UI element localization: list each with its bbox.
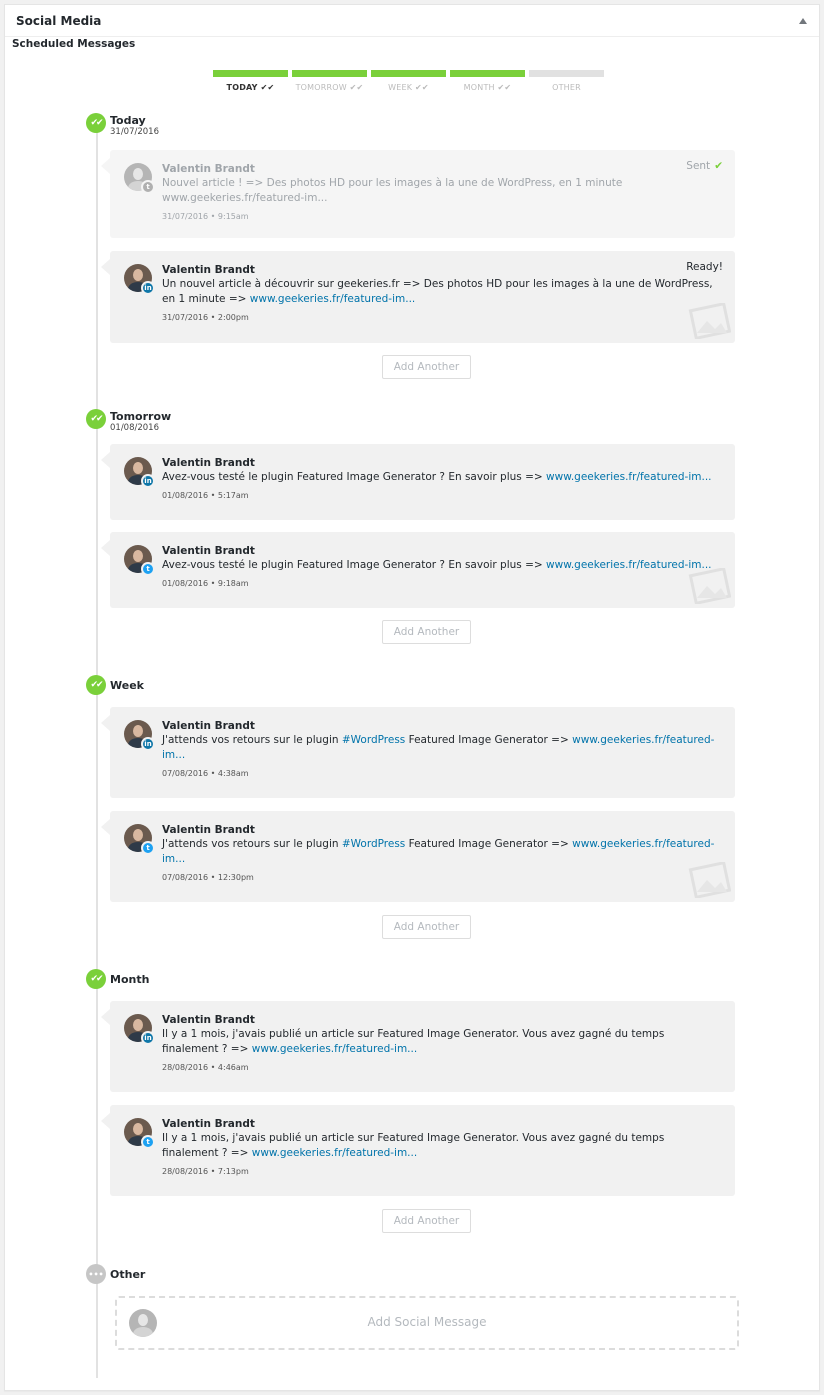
twitter-icon: t bbox=[141, 562, 155, 576]
group-other bbox=[86, 1264, 145, 1284]
message-author: Valentin Brandt bbox=[162, 1014, 255, 1026]
double-check-icon: ✔✔ bbox=[86, 969, 106, 989]
double-check-icon: ✔✔ bbox=[86, 675, 106, 695]
double-check-icon: ✔✔ bbox=[349, 83, 364, 92]
message-card[interactable] bbox=[110, 532, 735, 608]
progress-steps bbox=[213, 70, 604, 92]
message-text: J'attends vos retours sur le plugin #WordPress Featured Image Generator => www.geekeries.fr/featured-im... bbox=[162, 838, 715, 865]
image-placeholder-icon[interactable] bbox=[685, 862, 731, 898]
group-week bbox=[86, 675, 144, 695]
message-text: Il y a 1 mois, j'avais publié un article sur Featured Image Generator. Vous avez gagné du temps finalement ? => www.geekeries.fr/featured-im... bbox=[162, 1028, 665, 1055]
linkedin-icon: in bbox=[141, 1031, 155, 1045]
group-title: Today bbox=[110, 114, 146, 127]
message-text: J'attends vos retours sur le plugin #WordPress Featured Image Generator => www.geekeries.fr/featured-im... bbox=[162, 734, 715, 761]
group-title: Month bbox=[110, 973, 150, 986]
add-another-button[interactable]: Add Another bbox=[382, 355, 471, 379]
message-author: Valentin Brandt bbox=[162, 824, 255, 836]
hashtag-link[interactable]: #WordPress bbox=[341, 734, 406, 746]
group-month bbox=[86, 969, 149, 989]
step-month[interactable] bbox=[450, 70, 525, 92]
status-badge: Ready! bbox=[686, 261, 723, 273]
message-text: Nouvel article ! => Des photos HD pour les images à la une de WordPress, en 1 minute www.geekeries.fr/featured-im... bbox=[162, 177, 623, 204]
message-text: Avez-vous testé le plugin Featured Image Generator ? En savoir plus => www.geekeries.fr/featured-im... bbox=[162, 559, 712, 571]
step-bar bbox=[529, 70, 604, 77]
message-card[interactable] bbox=[110, 811, 735, 902]
step-bar bbox=[292, 70, 367, 77]
hashtag-link[interactable]: #WordPress bbox=[341, 838, 406, 850]
message-text: Un nouvel article à découvrir sur geekeries.fr => Des photos HD pour les images à la une de WordPress, en 1 minute => www.geekeries.fr/featured-im... bbox=[162, 278, 713, 305]
message-link[interactable]: www.geekeries.fr/featured-im... bbox=[249, 293, 416, 305]
status-badge: Sent ✔ bbox=[686, 160, 723, 172]
message-text: Avez-vous testé le plugin Featured Image Generator ? En savoir plus => www.geekeries.fr/featured-im... bbox=[162, 471, 712, 483]
message-card[interactable] bbox=[110, 707, 735, 798]
add-another-button[interactable]: Add Another bbox=[382, 620, 471, 644]
double-check-icon: ✔✔ bbox=[86, 113, 106, 133]
step-tomorrow[interactable] bbox=[292, 70, 367, 92]
message-text: Il y a 1 mois, j'avais publié un article sur Featured Image Generator. Vous avez gagné du temps finalement ? => www.geekeries.fr/featured-im... bbox=[162, 1132, 665, 1159]
message-time: 28/08/2016 • 4:46am bbox=[162, 1063, 249, 1072]
message-author: Valentin Brandt bbox=[162, 1118, 255, 1130]
add-social-message-label: Add Social Message bbox=[367, 1315, 487, 1329]
message-link[interactable]: www.geekeries.fr/featured-im... bbox=[162, 838, 715, 865]
linkedin-icon: in bbox=[141, 281, 155, 295]
step-bar bbox=[450, 70, 525, 77]
message-link[interactable]: www.geekeries.fr/featured-im... bbox=[251, 1147, 418, 1159]
timeline-line bbox=[96, 128, 98, 1378]
image-placeholder-icon[interactable] bbox=[685, 303, 731, 339]
step-week[interactable] bbox=[371, 70, 446, 92]
message-author: Valentin Brandt bbox=[162, 545, 255, 557]
step-label: TODAY bbox=[226, 83, 258, 92]
collapse-arrow-icon[interactable] bbox=[799, 18, 807, 24]
panel-header[interactable] bbox=[5, 5, 819, 37]
twitter-icon: t bbox=[141, 1135, 155, 1149]
add-social-message-button[interactable] bbox=[115, 1296, 739, 1350]
step-label: TOMORROW bbox=[295, 83, 347, 92]
twitter-icon: t bbox=[141, 180, 155, 194]
double-check-icon: ✔✔ bbox=[415, 83, 429, 92]
linkedin-icon: in bbox=[141, 737, 155, 751]
message-card[interactable] bbox=[110, 1105, 735, 1196]
message-card[interactable] bbox=[110, 251, 735, 343]
section-title: Scheduled Messages bbox=[12, 38, 136, 50]
group-title: Other bbox=[110, 1268, 146, 1281]
group-date: 31/07/2016 bbox=[110, 127, 159, 137]
step-label: WEEK bbox=[388, 83, 413, 92]
group-date: 01/08/2016 bbox=[110, 423, 159, 433]
message-time: 28/08/2016 • 7:13pm bbox=[162, 1167, 249, 1176]
double-check-icon: ✔✔ bbox=[86, 409, 106, 429]
message-card[interactable] bbox=[110, 150, 735, 238]
message-time: 01/08/2016 • 9:18am bbox=[162, 579, 249, 588]
more-dots-icon: ••• bbox=[86, 1264, 106, 1284]
message-time: 01/08/2016 • 5:17am bbox=[162, 491, 249, 500]
message-link[interactable]: www.geekeries.fr/featured-im... bbox=[162, 734, 715, 761]
message-time: 31/07/2016 • 9:15am bbox=[162, 212, 249, 221]
group-title: Week bbox=[110, 679, 144, 692]
add-another-button[interactable]: Add Another bbox=[382, 1209, 471, 1233]
message-link[interactable]: www.geekeries.fr/featured-im... bbox=[546, 559, 712, 571]
message-author: Valentin Brandt bbox=[162, 720, 255, 732]
group-today bbox=[86, 113, 159, 137]
twitter-icon: t bbox=[141, 841, 155, 855]
message-time: 07/08/2016 • 4:38am bbox=[162, 769, 249, 778]
message-time: 07/08/2016 • 12:30pm bbox=[162, 873, 254, 882]
linkedin-icon: in bbox=[141, 474, 155, 488]
add-another-button[interactable]: Add Another bbox=[382, 915, 471, 939]
check-icon: ✔ bbox=[714, 160, 723, 172]
step-label: OTHER bbox=[552, 83, 581, 92]
group-title: Tomorrow bbox=[110, 410, 172, 423]
step-today[interactable] bbox=[213, 70, 288, 92]
message-author: Valentin Brandt bbox=[162, 163, 255, 175]
step-label: MONTH bbox=[463, 83, 495, 92]
step-bar bbox=[213, 70, 288, 77]
message-link[interactable]: www.geekeries.fr/featured-im... bbox=[251, 1043, 418, 1055]
message-card[interactable] bbox=[110, 444, 735, 520]
step-other[interactable] bbox=[529, 70, 604, 92]
panel-title: Social Media bbox=[16, 13, 102, 28]
message-link[interactable]: www.geekeries.fr/featured-im... bbox=[546, 471, 712, 483]
double-check-icon: ✔✔ bbox=[260, 83, 275, 92]
message-time: 31/07/2016 • 2:00pm bbox=[162, 313, 249, 322]
message-card[interactable] bbox=[110, 1001, 735, 1092]
step-bar bbox=[371, 70, 446, 77]
image-placeholder-icon[interactable] bbox=[685, 568, 731, 604]
message-author: Valentin Brandt bbox=[162, 457, 255, 469]
double-check-icon: ✔✔ bbox=[497, 83, 512, 92]
message-author: Valentin Brandt bbox=[162, 264, 255, 276]
group-tomorrow bbox=[86, 409, 171, 433]
